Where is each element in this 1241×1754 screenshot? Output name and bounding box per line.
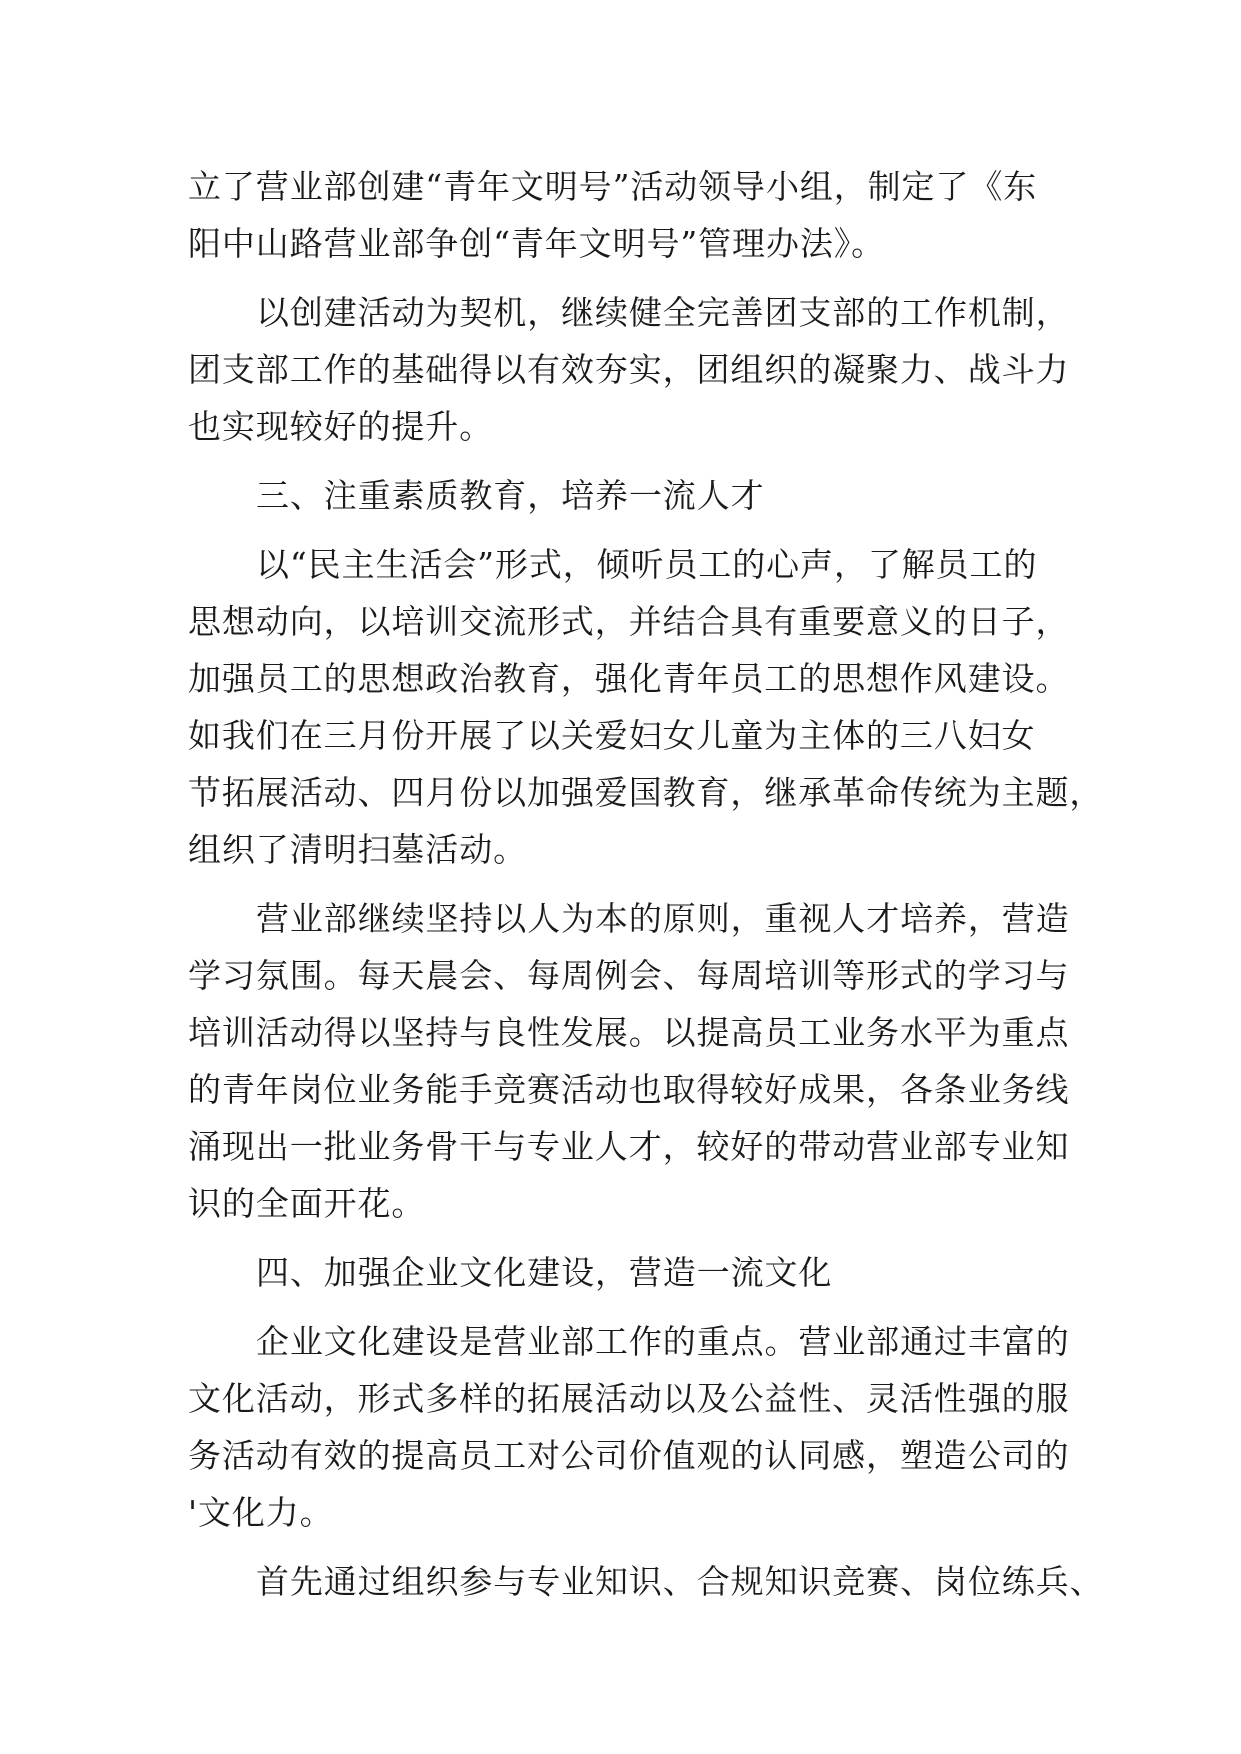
text-line: 也实现较好的提升。 (188, 407, 494, 446)
paragraph-start-line: 首先通过组织参与专业知识、合规知识竞赛、岗位练兵、 (256, 1562, 1104, 1601)
text-line: 加强员工的思想政治教育，强化青年员工的思想作风建设。 (188, 659, 1070, 698)
text-line: 节拓展活动、四月份以加强爱国教育，继承革命传统为主题， (188, 773, 1104, 812)
paragraph-start-line: 企业文化建设是营业部工作的重点。营业部通过丰富的 (256, 1322, 1070, 1361)
section-heading: 四、加强企业文化建设，营造一流文化 (256, 1253, 833, 1292)
text-line: 组织了清明扫墓活动。 (188, 830, 527, 869)
text-line: 培训活动得以坚持与良性发展。以提高员工业务水平为重点 (188, 1013, 1070, 1052)
text-line: 如我们在三月份开展了以关爱妇女儿童为主体的三八妇女 (188, 716, 1036, 755)
section-heading: 三、注重素质教育，培养一流人才 (256, 476, 765, 515)
text-line: 的青年岗位业务能手竞赛活动也取得较好成果，各条业务线 (188, 1070, 1070, 1109)
paragraph-start-line: 营业部继续坚持以人为本的原则，重视人才培养，营造 (256, 899, 1070, 938)
text-line: 学习氛围。每天晨会、每周例会、每周培训等形式的学习与 (188, 956, 1070, 995)
text-line: 文化活动，形式多样的拓展活动以及公益性、灵活性强的服 (188, 1379, 1070, 1418)
text-line: 立了营业部创建“青年文明号”活动领导小组，制定了《东 (188, 167, 1038, 206)
text-line: 团支部工作的基础得以有效夯实，团组织的凝聚力、战斗力 (188, 350, 1070, 389)
text-line: 务活动有效的提高员工对公司价值观的认同感，塑造公司的 (188, 1436, 1070, 1475)
text-line: 思想动向，以培训交流形式，并结合具有重要意义的日子， (188, 602, 1070, 641)
text-line: 识的全面开花。 (188, 1184, 426, 1223)
text-line: 阳中山路营业部争创“青年文明号”管理办法》。 (188, 224, 886, 263)
text-line: '文化力。 (188, 1493, 334, 1532)
paragraph-start-line: 以“民主生活会”形式，倾听员工的心声，了解员工的 (256, 545, 1038, 584)
paragraph-start-line: 以创建活动为契机，继续健全完善团支部的工作机制， (256, 293, 1070, 332)
document-body (188, 158, 1104, 1610)
text-line: 涌现出一批业务骨干与专业人才，较好的带动营业部专业知 (188, 1127, 1070, 1166)
